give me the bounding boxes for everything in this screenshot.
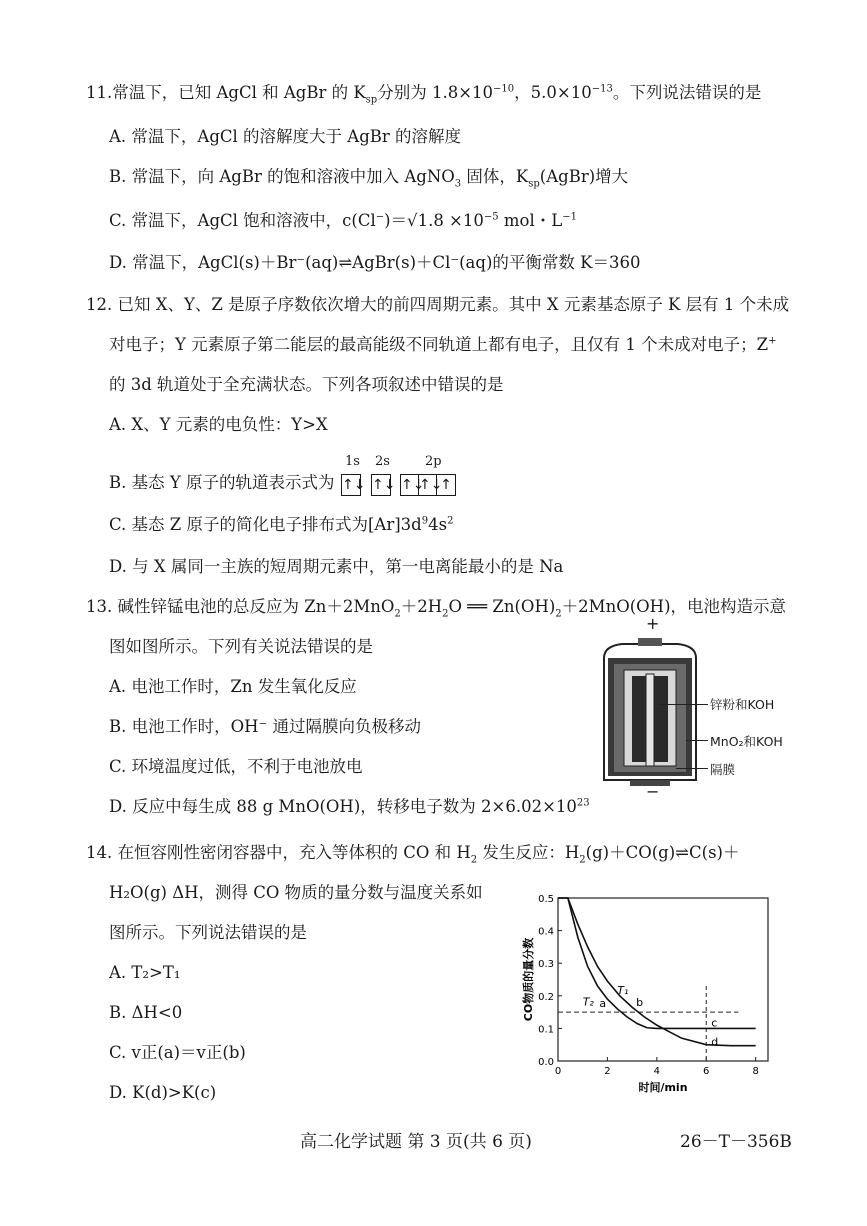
plot-frame bbox=[558, 898, 768, 1061]
electron-pair: ↑↓ bbox=[419, 477, 443, 493]
q11-stem: 11.常温下，已知 AgCl 和 AgBr 的 $K_{sp}$分别为 $1.8\times 10^{-10}$，$5.0\times 10^{-13}$。下列说法错误的是 bbox=[86, 83, 762, 106]
y-tick-label: 0.0 bbox=[538, 1057, 554, 1068]
series-line-t2 bbox=[558, 898, 756, 1028]
q14-option-a: A. T₂>T₁ bbox=[109, 963, 181, 982]
orbital-box-2s bbox=[371, 474, 396, 496]
orbital-label-2s: 2s bbox=[375, 454, 390, 469]
y-tick-label: 0.2 bbox=[538, 991, 554, 1003]
electron-pair: ↑↓ bbox=[401, 477, 425, 493]
point-label-a: a bbox=[599, 997, 607, 1011]
x-tick-label: 6 bbox=[703, 1066, 710, 1077]
label-mno2-koh: MnO₂和KOH bbox=[710, 734, 783, 749]
electron-single: ↑ bbox=[440, 477, 452, 493]
q13-option-c: C. 环境温度过低，不利于电池放电 bbox=[109, 757, 363, 776]
q12-option-d: D. 与 X 属同一主族的短周期元素中，第一电离能最小的是 Na bbox=[109, 557, 564, 576]
leader-line bbox=[676, 768, 708, 769]
q13-option-b: B. 电池工作时，OH⁻ 通过隔膜向负极移动 bbox=[109, 717, 421, 736]
q12-stem-line2: 对电子；Y 元素原子第二能层的最高能级不同轨道上都有电子，且仅有 1 个未成对电子；Z+ bbox=[109, 335, 777, 354]
q14-option-d: D. K(d)>K(c) bbox=[109, 1083, 217, 1102]
positive-terminal-label: + bbox=[646, 614, 660, 633]
label-separator: 隔膜 bbox=[710, 762, 736, 777]
q12-option-c: C. 基态 Z 原子的简化电子排布式为$[Ar]3d^94s^2$ bbox=[109, 515, 454, 534]
q11-option-b: B. 常温下，向 AgBr 的饱和溶液中加入 AgNO$_3$ 固体，$K_{sp}(AgBr)$增大 bbox=[109, 167, 629, 190]
point-label-b: b bbox=[636, 996, 644, 1010]
y-axis-label: CO物质的量分数 bbox=[522, 937, 535, 1022]
battery-diagram bbox=[590, 628, 710, 798]
orbital-label-1s: 1s bbox=[345, 454, 360, 469]
q12-option-a: A. X、Y 元素的电负性：Y>X bbox=[109, 415, 328, 434]
negative-terminal-label: − bbox=[646, 782, 660, 801]
q12-stem-line3: 的 3d 轨道处于全充满状态。下列各项叙述中错误的是 bbox=[109, 375, 504, 394]
orbital-box-2p bbox=[400, 474, 456, 496]
x-tick-label: 8 bbox=[752, 1066, 759, 1077]
y-tick-label: 0.1 bbox=[538, 1024, 554, 1036]
electron-pair: ↑↓ bbox=[342, 477, 366, 493]
x-tick-label: 2 bbox=[604, 1066, 611, 1077]
q11-option-d: D. 常温下，AgCl(s)＋Br⁻(aq)⇌AgBr(s)＋Cl⁻(aq)的平衡常数 K＝360 bbox=[109, 253, 641, 272]
q14-stem-line3: 图所示。下列说法错误的是 bbox=[109, 923, 307, 942]
electron-pair: ↑↓ bbox=[372, 477, 396, 493]
q14-stem-line2: H₂O(g) ΔH，测得 CO 物质的量分数与温度关系如 bbox=[109, 883, 483, 902]
q14-option-c: C. v正(a)＝v正(b) bbox=[109, 1043, 246, 1062]
series-line-t1 bbox=[558, 898, 756, 1046]
x-tick-label: 4 bbox=[653, 1066, 661, 1077]
label-zinc-koh: 锌粉和KOH bbox=[710, 697, 775, 712]
paper-code: 26－T－356B bbox=[680, 1132, 792, 1152]
q13-stem-line2: 图如图所示。下列有关说法错误的是 bbox=[109, 637, 373, 656]
q13-option-a: A. 电池工作时，Zn 发生氧化反应 bbox=[109, 677, 357, 696]
battery-figure bbox=[590, 614, 790, 801]
co-fraction-chart bbox=[520, 888, 780, 1103]
point-label-d: d bbox=[711, 1035, 719, 1049]
leader-line bbox=[686, 740, 708, 741]
q11-option-c: C. 常温下，AgCl 饱和溶液中，$c(Cl^-)=√1.8 \times 10^{-5}$ mol・$L^{-1}$ bbox=[109, 211, 577, 230]
q13-option-d: D. 反应中每生成 88 g MnO(OH)，转移电子数为 $2\times 6.02\times 10^{23}$ bbox=[109, 797, 590, 816]
series-label-t1: T₁ bbox=[617, 984, 629, 998]
page-footer: 高二化学试题 第 3 页(共 6 页) bbox=[300, 1132, 532, 1152]
q13-stem-line1: 13. 碱性锌锰电池的总反应为 $Zn+2MnO_2+2H_2O$ ══ $Zn(OH)_2+2MnO(OH)$，电池构造示意 bbox=[86, 597, 787, 620]
x-axis-label: 时间/min bbox=[638, 1081, 688, 1094]
orbital-label-2p: 2p bbox=[425, 454, 442, 469]
q14-option-b: B. ΔH<0 bbox=[109, 1003, 183, 1022]
q12-stem-line1: 12. 已知 X、Y、Z 是原子序数依次增大的前四周期元素。其中 X 元素基态原子 K 层有 1 个未成 bbox=[86, 295, 790, 314]
series-label-t2: T₂ bbox=[582, 995, 594, 1009]
y-tick-label: 0.4 bbox=[538, 926, 554, 938]
y-tick-label: 0.3 bbox=[538, 959, 554, 971]
y-tick-label: 0.5 bbox=[538, 894, 554, 905]
leader-line bbox=[658, 704, 708, 705]
orbital-box-1s bbox=[341, 474, 366, 496]
q12-option-b: B. 基态 Y 原子的轨道表示式为 bbox=[109, 473, 335, 492]
q14-stem-line1: 14. 在恒容刚性密闭容器中，充入等体积的 CO 和 $H_2$ 发生反应：$H_2(g)+CO(g)\rightleftharpoons C(s)+$ bbox=[86, 843, 740, 866]
x-tick-label: 0 bbox=[554, 1066, 562, 1077]
point-label-c: c bbox=[711, 1016, 718, 1030]
q11-option-a: A. 常温下，AgCl 的溶解度大于 AgBr 的溶解度 bbox=[109, 127, 462, 146]
